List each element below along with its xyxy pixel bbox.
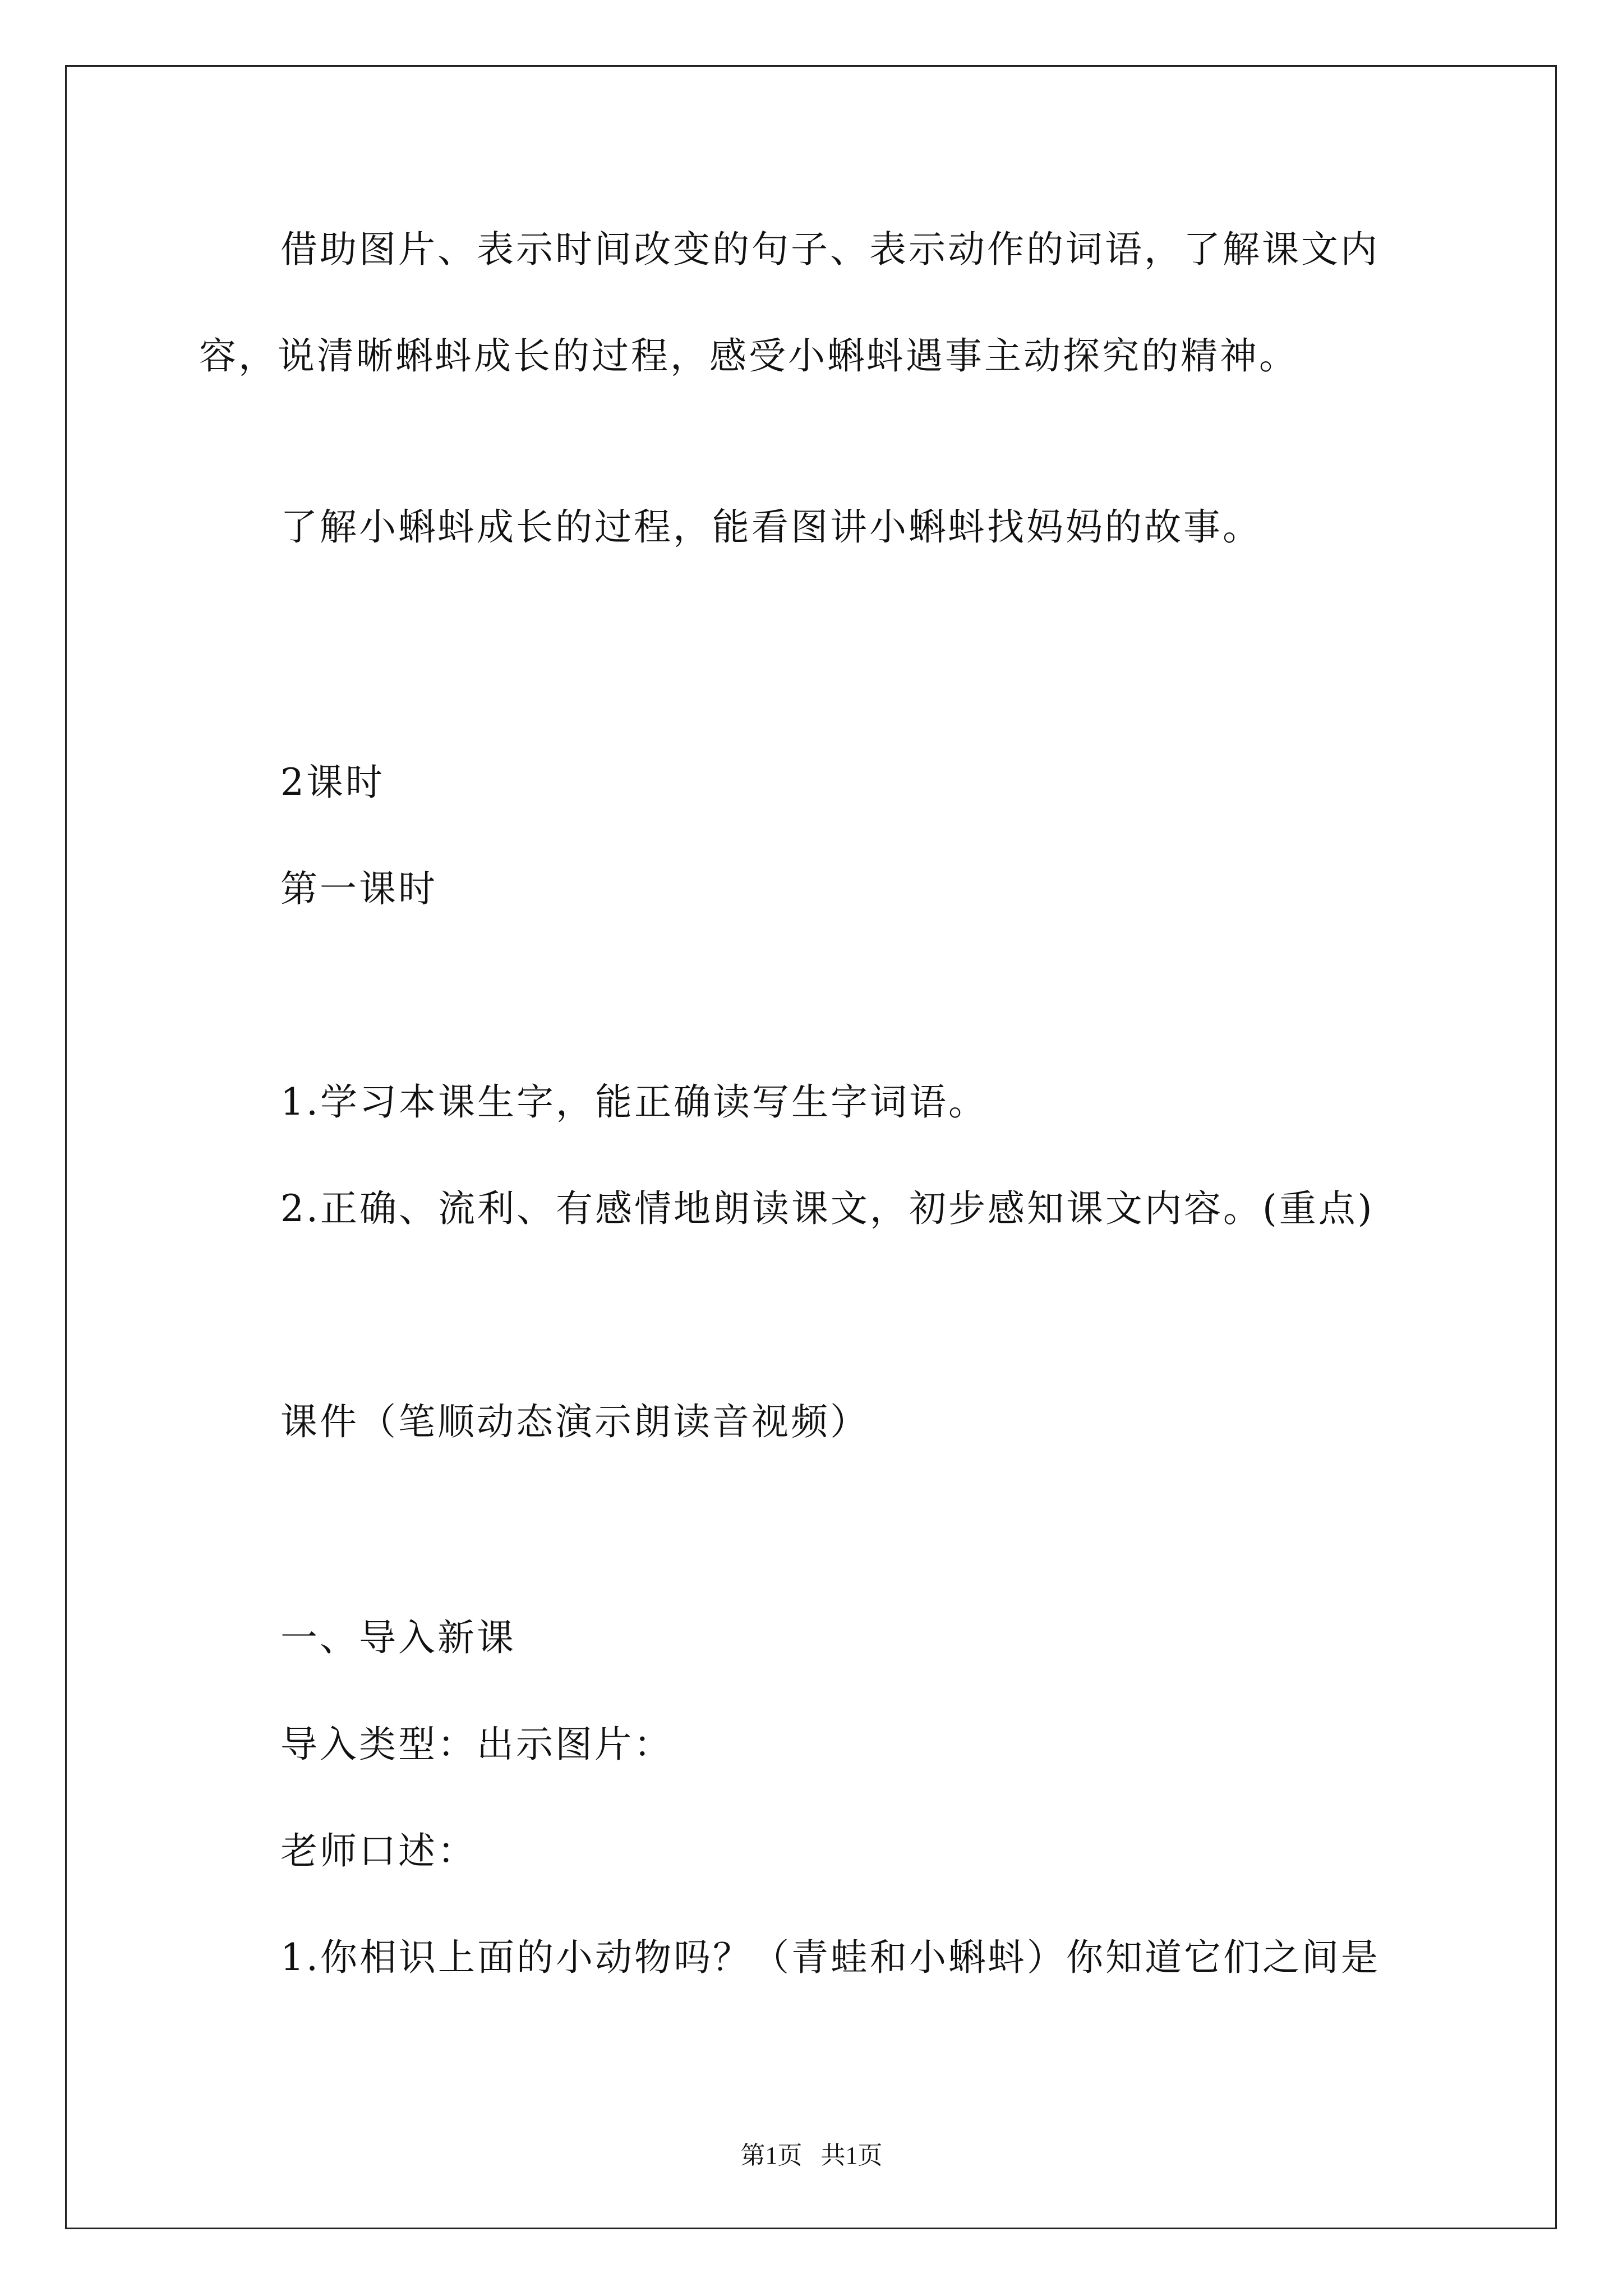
section-heading-first-lesson: 第一课时 <box>280 867 437 910</box>
paragraph-objective-line-1: 借助图片、表示时间改变的句子、表示动作的词语，了解课文内 <box>280 228 1380 271</box>
intro-type-line: 导入类型：出示图片： <box>280 1723 673 1766</box>
goal-item-1: 1.学习本课生字，能正确读写生字词语。 <box>280 1080 988 1124</box>
page-footer: 第1页 共1页 <box>740 2142 883 2169</box>
paragraph-key-point: 了解小蝌蚪成长的过程，能看图讲小蝌蚪找妈妈的故事。 <box>280 505 1262 549</box>
teacher-narration-label: 老师口述： <box>280 1829 477 1872</box>
section-heading-intro: 一、导入新课 <box>280 1616 516 1659</box>
page-border <box>65 65 1557 2229</box>
paragraph-objective-line-2: 容，说清晰蝌蚪成长的过程，感受小蝌蚪遇事主动探究的精神。 <box>199 334 1298 378</box>
lesson-count: 2课时 <box>280 761 385 804</box>
materials-line: 课件（笔顺动态演示朗读音视频） <box>280 1400 869 1443</box>
question-item-1: 1.你相识上面的小动物吗？（青蛙和小蝌蚪）你知道它们之间是 <box>280 1936 1380 1979</box>
goal-item-2: 2.正确、流利、有感情地朗读课文，初步感知课文内容。(重点) <box>280 1187 1375 1230</box>
